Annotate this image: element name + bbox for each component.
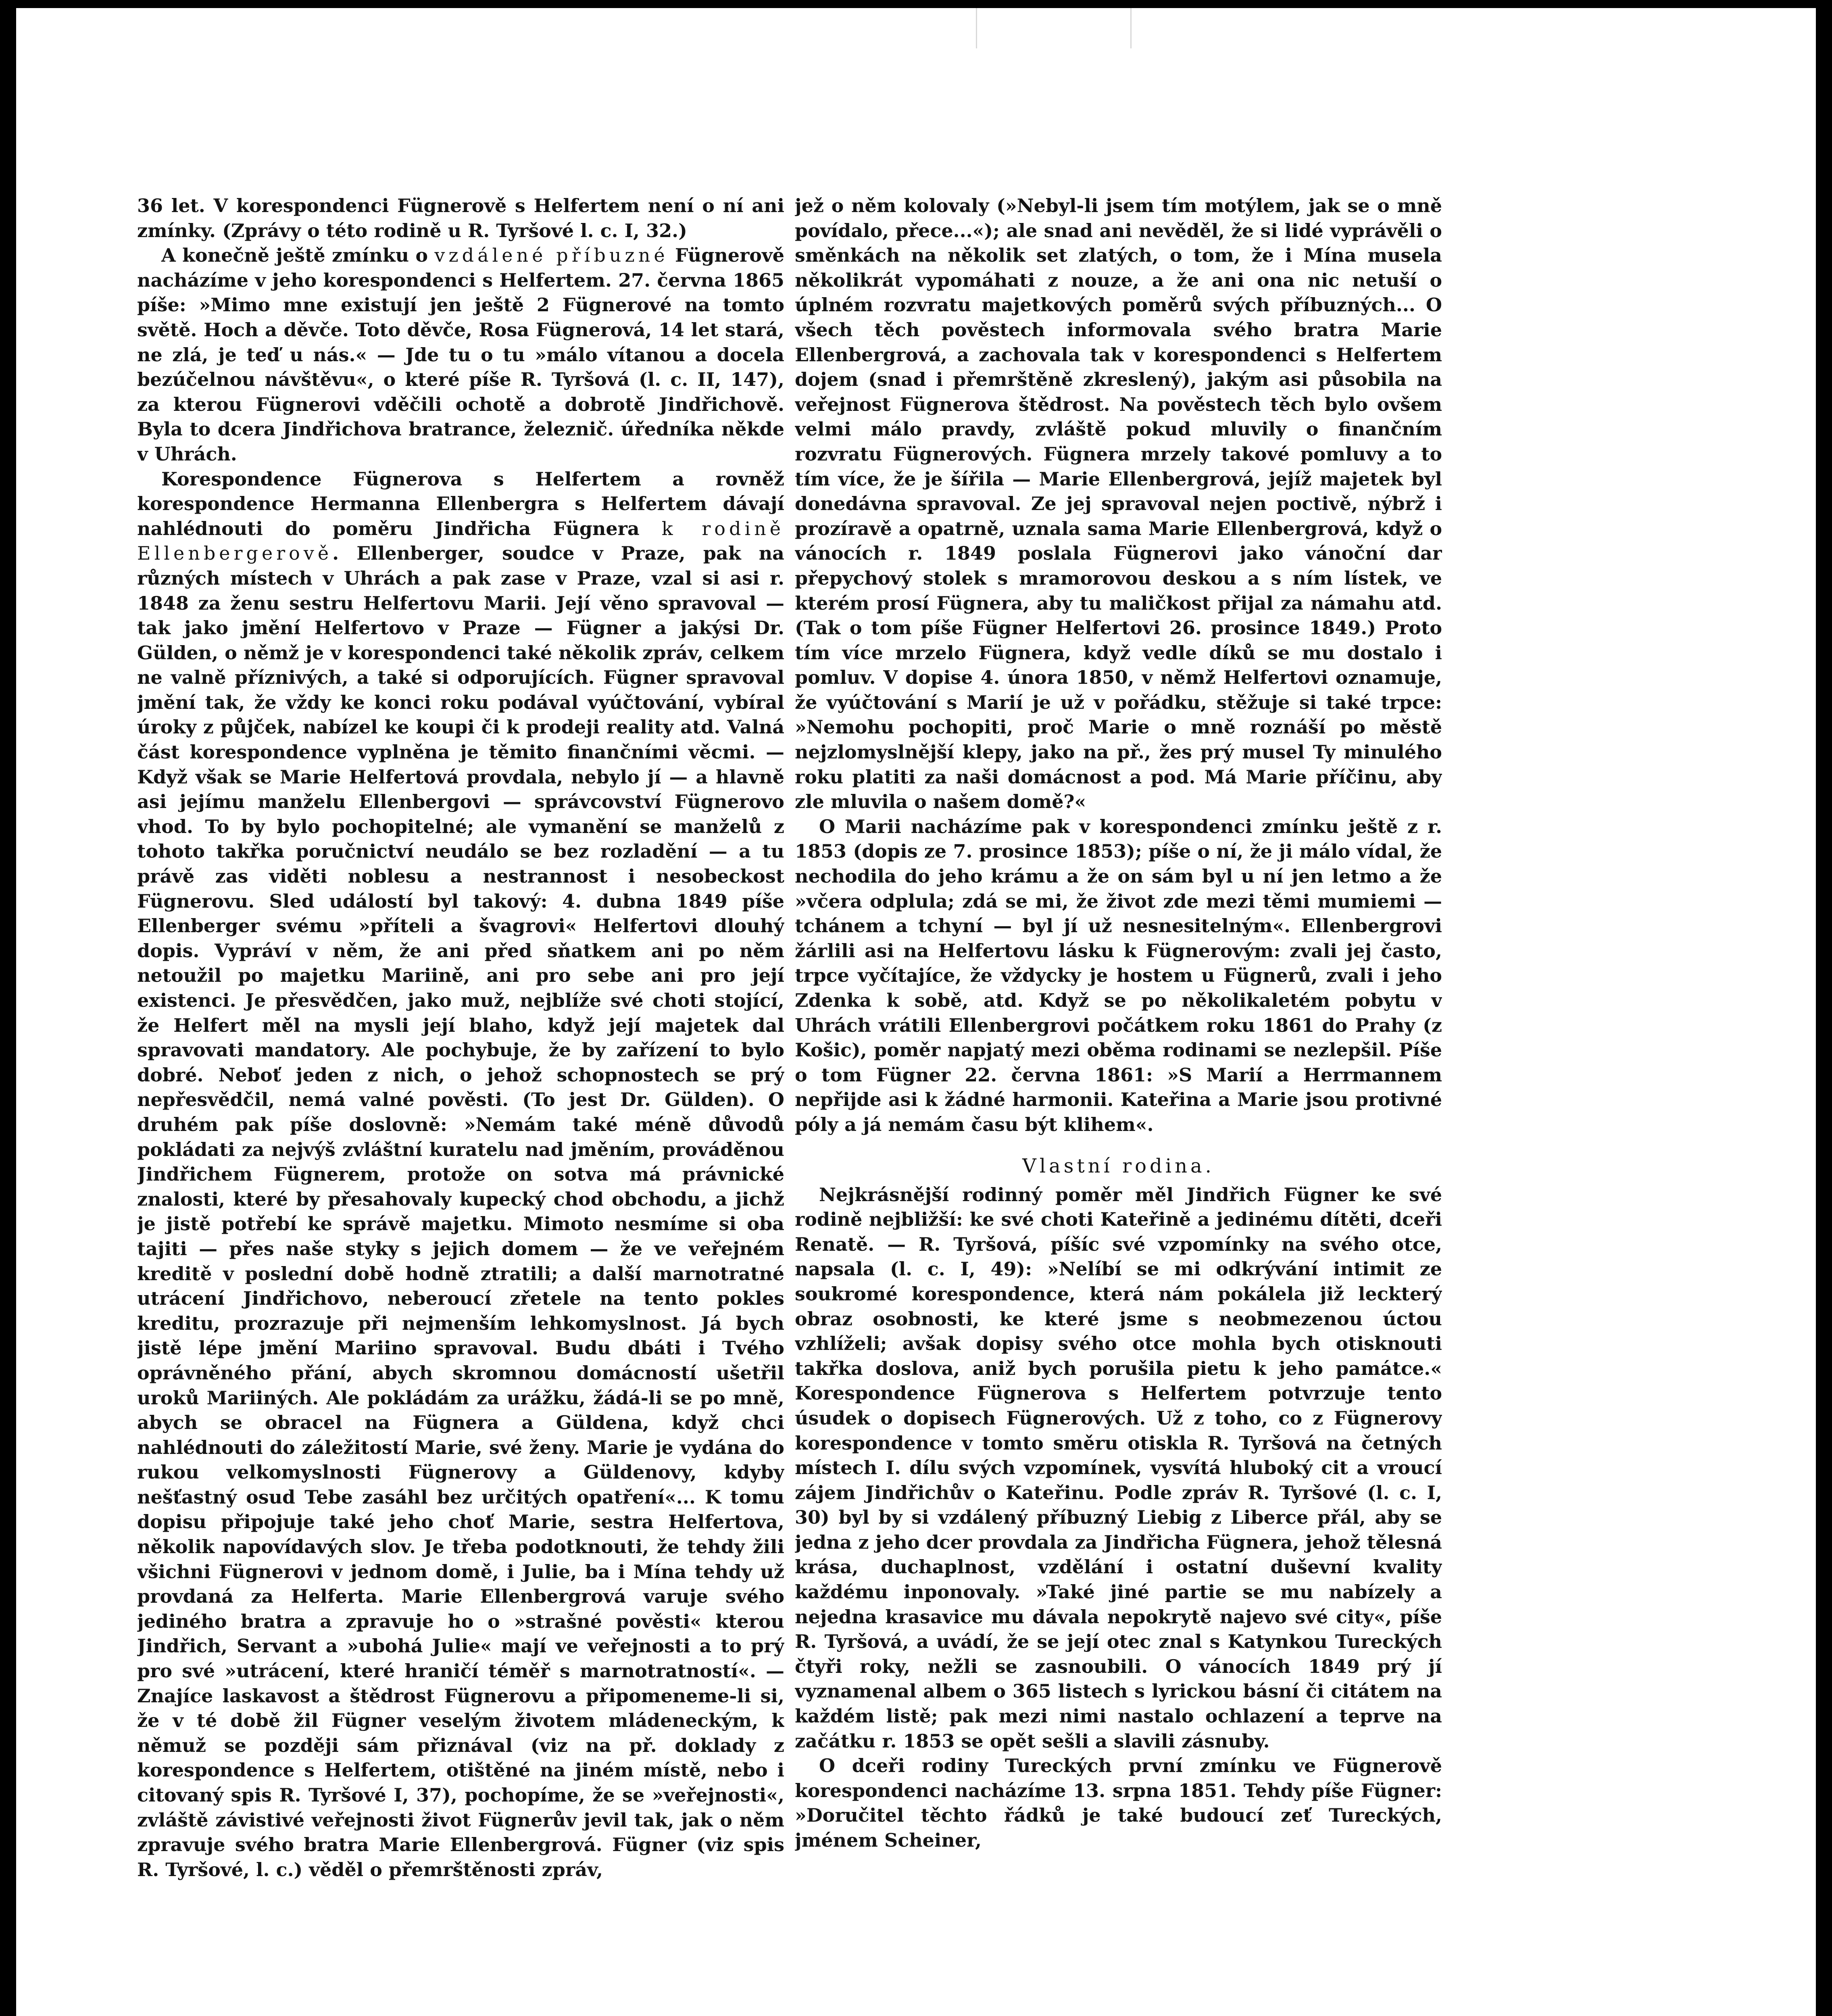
scan-artifact <box>976 8 1132 48</box>
text-run: . Ellenberger, soudce v Praze, pak na různých místech v Uhrách a pak zase v Praze, vzal si asi r. 1848 za ženu sestru Helfertovu Marii. Její věno spravoval — tak jako jmění Helfertovo v Praze — Fügner a jakýsi Dr. Gülden, o němž je v korespondenci také několik zpráv, celkem ne valně příznivých, a také si odporujících. Fügner spravoval jmění tak, že vždy ke konci roku podával vyúčtování, vybíral úroky z půjček, nabízel ke koupi či k prodeji reality atd. Valná část korespondence vyplněna je těmito finančními věcmi. — Když však se Marie Helfertová provdala, nebylo jí — a hlavně asi jejímu manželu Ellenbergovi — správcovství Fügnerovo vhod. To by bylo pochopitelné; ale vymanění se manželů z tohoto takřka poručnictví neudálo se bez rozladění — a tu právě zas viděti noblesu a nestrannost i nesobeckost Fügnerovu. Sled událostí byl takový: 4. dubna 1849 píše Ellenberger svému »příteli a švagrovi« Helfertovi dlouhý dopis. Vypráví v něm, že ani před sňatkem ani po něm netoužil po majetku Mariině, ani pro sebe ani pro její existenci. Je přesvědčen, jako muž, nejblíže své choti stojící, že Helfert měl na mysli její blaho, když její majetek dal spravovati mandatory. Ale pochybuje, že by zařízení to bylo dobré. Neboť jeden z nich, o jehož schopnostech se prý nepřesvědčil, nemá valné pověsti. (To jest Dr. Gülden). O druhém pak píše doslovně: »Nemám také méně důvodů pokládati za nejvýš zvláštní kuratelu nad jměním, prováděnou Jindřichem Fügnerem, protože on sotva má právnické znalosti, které by přesahovaly kupecký chod obchodu, a jichž je jistě potřebí ke správě majetku. Mimoto nesmíme si oba tajiti — přes naše styky s jejich domem — že ve veřejném kreditě v poslední době hodně ztratili; a další marnotratné utrácení Jindřichovo, neberoucí zřetele na tento pokles kreditu, prozrazuje při nejmenším lehkomyslnost. Já bych jistě lépe jmění Mariino spravoval. Budu dbáti i Tvého oprávněného přání, abych skromnou domácností ušetřil uroků Mariiných. Ale pokládám za urážku, žádá-li se po mně, abych se obracel na Fügnera a Güldena, když chci nahlédnouti do záležitostí Marie, své ženy. Marie je vydána do rukou velkomyslnosti Fügnerovy a Güldenovy, kdyby nešťastný osud Tebe zasáhl bez určitých opatření«... K tomu dopisu připojuje také jeho choť Marie, sestra Helfertova, několik napovídavých slov. Je třeba podotknouti, že tehdy žili všichni Fügnerovi v jednom domě, i Julie, ba i Mína tehdy už provdaná za Helferta. Marie Ellenbergrová varuje svého jediného bratra a zpravuje ho o »strašné pověsti« kterou Jindřich, Servant a »ubohá Julie« mají ve veřejnosti a to prý pro své »utrácení, které hraničí téměř s marnotratností«. — Znajíce laskavost a štědrost Fügnerovu a připomeneme-li si, že v té době žil Fügner veselým životem mládeneckým, k němuž se později sám přiznával (viz na př. doklady z korespondence s Helfertem, otištěné na jiném místě, nebo i citovaný spis R. Tyršové I, 37), pochopíme, že se »veřejnosti«, zvláště závistivé veřejnosti život Fügnerův jevil tak, jak o něm zpravuje svého bratra Marie Ellenbergrová. Fügner (viz spis R. Tyršové, l. c.) věděl o přemrštěnosti zpráv, <box>137 542 784 1881</box>
paragraph: O dceři rodiny Tureckých první zmínku ve Fügnerově korespondenci nacházíme 13. srpna 1851. Tehdy píše Fügner: »Doručitel těchto řádků je také budoucí zeť Tureckých, jménem Scheiner, <box>795 1755 1442 1851</box>
spaced-emphasis: vzdálené příbuzné <box>434 244 669 267</box>
paragraph: Nejkrásnější rodinný poměr měl Jindřich Fügner ke své rodině nejbližší: ke své choti Kateřině a jedinému dítěti, dceři Renatě. — R. Tyršová, píšíc své vzpomínky na svého otce, napsala (l. c. I, 49): »Nelíbí se mi odkrývání intimit ze soukromé korespondence, která nám pokálela již leckterý obraz osobnosti, ke které jsme s neobmezenou úctou vzhlíželi; avšak dopisy svého otce mohla bych otisknouti takřka doslova, aniž bych porušila pietu k jeho památce.« Korespondence Fügnerova s Helfertem potvrzuje tento úsudek o dopisech Fügnerových. Už z toho, co z Fügnerovy korespondence v tomto směru otiskla R. Tyršová na četných místech I. dílu svých vzpomínek, vysvítá hluboký cit a vroucí zájem Jindřichův o Kateřinu. Podle zpráv R. Tyršové (l. c. I, 30) byl by si vzdálený příbuzný Liebig z Liberce přál, aby se jedna z jeho dcer provdala za Jindřicha Fügnera, jehož tělesná krása, duchaplnost, vzdělání i ostatní duševní kvality každému inponovaly. »Také jiné partie se mu nabízely a nejedna krasavice mu dávala nepokrytě najevo své city«, píše R. Tyršová, a uvádí, že se její otec znal s Katynkou Tureckých čtyři roky, nežli se zasnoubili. O vánocích 1849 prý jí vyznamenal albem o 365 listech s lyrickou básní či citátem na každém listě; pak mezi nimi nastalo ochlazení a teprve na začátku r. 1853 se opět sešli a slavili zásnuby. <box>795 1183 1442 1752</box>
text-run: A konečně ještě zmínku o <box>161 244 435 267</box>
paragraph: jež o něm kolovaly (»Nebyl-li jsem tím motýlem, jak se o mně povídalo, přece...«); ale snad ani nevěděl, že si lidé vyprávěli o směnkách na několik set zlatých, o tom, že i Mína musela několikrát vypomáhati z nouze, a že ani ona nic netuší o úplném rozvratu majetkových poměrů svých příbuzných... O všech těch pověstech informovala svého bratra Marie Ellenbergrová, a zachovala tak v korespondenci s Helfertem dojem (snad i přemrštěně zkreslený), jakým asi působila na veřejnost Fügnerova štědrost. Na pověstech těch bylo ovšem velmi málo pravdy, zvláště pokud mluvily o finančním rozvratu Fügnerových. Fügnera mrzely takové pomluvy a to tím více, že je šířila — Marie Ellenbergrová, jejíž majetek byl donedávna spravoval. Ze jej spravoval nejen poctivě, nýbrž i prozíravě a opatrně, uznala sama Marie Ellenbergrová, když o vánocích r. 1849 poslala Fügnerovi jako vánoční dar přepychový stolek s mramorovou deskou a s ním lístek, ve kterém prosí Fügnera, aby tu maličkost přijal za námahu atd. (Tak o tom píše Fügner Helfertovi 26. prosince 1849.) Proto tím více mrzelo Fügnera, když vedle díků se mu dostalo i pomluv. V dopise 4. února 1850, v němž Helfertovi oznamuje, že vyúčtování s Marií je už v pořádku, stěžuje si také trpce: »Nemohu pochopiti, proč Marie o mně roznáší po městě nejzlomyslnější klepy, jako na př., žes prý musel Ty minulého roku platiti za naši domácnost a pod. Má Marie příčinu, aby zle mluvila o našem domě?« <box>795 195 1442 813</box>
text-run: Fügnerově nacházíme v jeho korespondenci s Helfertem. 27. června 1865 píše: »Mimo mne existují jen ještě 2 Fügnerové na tomto světě. Hoch a děvče. Toto děvče, Rosa Fügnerová, 14 let stará, ne zlá, je teď u nás.« — Jde tu o tu »málo vítanou a docela bezúčelnou návštěvu«, o které píše R. Tyršová (l. c. II, 147), za kterou Fügnerovi vděčili ochotě a dobrotě Jindřichově. Byla to dcera Jindřichova bratrance, železnič. úředníka někde v Uhrách. <box>137 244 784 465</box>
spaced-emphasis: k rodině Ellenbergerově <box>137 517 784 564</box>
paragraph <box>137 467 784 1883</box>
left-column <box>137 194 784 1992</box>
paragraph: 36 let. V korespondenci Fügnerově s Helfertem není o ní ani zmínky. (Zprávy o této rodině u R. Tyršové l. c. I, 32.) <box>137 195 784 242</box>
right-column <box>795 194 1442 1992</box>
section-heading: Vlastní rodina. <box>1022 1154 1215 1177</box>
document-page <box>16 8 1816 2016</box>
paragraph <box>137 243 784 467</box>
text-run: Korespondence Fügnerova s Helfertem a rovněž korespondence Hermanna Ellenbergra s Helfertem dávají nahlédnouti do poměru Jindřicha Fügnera <box>137 468 784 539</box>
paragraph: O Marii nacházíme pak v korespondenci zmínku ještě z r. 1853 (dopis ze 7. prosince 1853); píše o ní, že ji málo vídal, že nechodila do jeho krámu a že on sám byl u ní jen letmo a že »včera odplula; zdá se mi, že život zde mezi těmi mumiemi — tchánem a tchyní — byl jí už nesnesitelným«. Ellenbergrovi žárlili asi na Helfertovu lásku k Fügnerovým: zvali jej často, trpce vyčítajíce, že vždycky je hostem u Fügnerů, zvali i jeho Zdenka k sobě, atd. Když se po několikaletém pobytu v Uhrách vrátili Ellenbergrovi počátkem roku 1861 do Prahy (z Košic), poměr napjatý mezi oběma rodinami se nezlepšil. Píše o tom Fügner 22. června 1861: »S Marií a Herrmannem nepřijde asi k žádné harmonii. Kateřina a Marie jsou protivné póly a já nemám času být klihem«. <box>795 815 1442 1135</box>
